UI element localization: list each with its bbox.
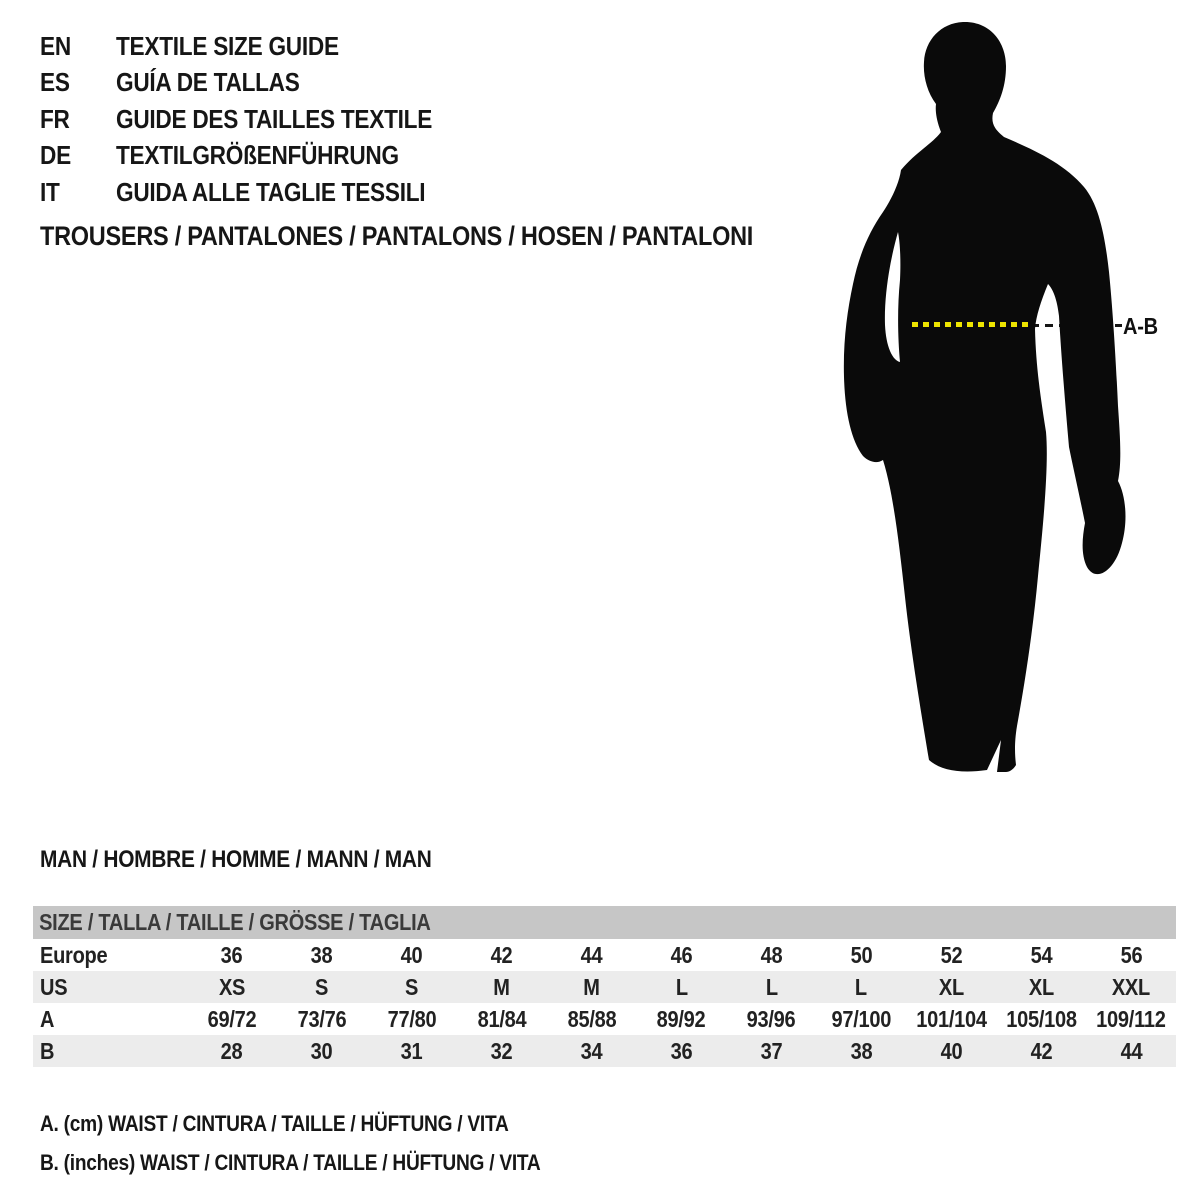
size-table [33,906,1176,1067]
table-cell: L [675,973,688,1000]
language-title-it: GUIDA ALLE TAGLIE TESSILI [116,176,426,207]
category-title [40,221,860,252]
table-cell: L [855,973,868,1000]
table-cell: 48 [760,941,783,968]
table-cell: 54 [1030,941,1052,968]
language-title-block [40,28,479,211]
table-cell: 38 [310,941,333,968]
table-cell: 109/112 [1096,1005,1166,1032]
language-code-it: IT [40,176,60,207]
section-heading-text: MAN / HOMBRE / HOMME / MANN / MAN [40,846,432,873]
table-row-b [33,1035,1176,1067]
table-cell: 69/72 [207,1005,257,1032]
row-label-us: US [40,973,68,1000]
table-row-us [33,971,1176,1003]
table-row-a [33,1003,1176,1035]
language-line-fr [40,101,479,138]
table-cell: XXL [1111,973,1151,1000]
table-cell: 37 [760,1037,783,1064]
table-cell: 105/108 [1005,1005,1077,1032]
table-cell: 40 [940,1037,963,1064]
language-title-es: GUÍA DE TALLAS [116,67,300,98]
language-code-en: EN [40,30,71,61]
table-cell: 85/88 [567,1005,616,1032]
language-line-it [40,174,479,211]
language-code-fr: FR [40,103,70,134]
table-cell: 40 [400,941,423,968]
table-cell: XL [938,973,964,1000]
table-row-europe [33,939,1176,971]
footnote-b-text: B. (inches) WAIST / CINTURA / TAILLE / HÜFTUNG / VITA [40,1150,541,1175]
category-title-text: TROUSERS / PANTALONES / PANTALONS / HOSEN / PANTALONI [40,221,754,251]
table-cell: XS [218,973,246,1000]
language-line-en [40,28,479,65]
measure-label-text: A-B [1123,313,1158,339]
table-cell: XL [1028,973,1054,1000]
table-cell: 73/76 [297,1005,347,1032]
table-cell: 30 [310,1037,333,1064]
footnote-a-text: A. (cm) WAIST / CINTURA / TAILLE / HÜFTUNG / VITA [40,1111,509,1136]
table-cell: 44 [1120,1037,1142,1064]
table-cell: 77/80 [387,1005,437,1032]
table-cell: 101/104 [915,1005,987,1032]
table-cell: S [405,973,419,1000]
table-cell: 36 [670,1037,693,1064]
table-cell: 89/92 [657,1005,706,1032]
table-cell: M [583,973,600,1000]
size-table-header-text: SIZE / TALLA / TAILLE / GRÖSSE / TAGLIA [39,909,431,935]
language-code-de: DE [40,140,71,171]
language-title-fr: GUIDE DES TAILLES TEXTILE [116,103,433,134]
table-cell: 44 [580,941,603,968]
footnote-a [40,1111,579,1137]
table-cell: 38 [850,1037,873,1064]
silhouette-body [844,22,1126,772]
row-label-europe: Europe [40,941,108,968]
table-cell: 28 [221,1037,243,1064]
table-cell: 56 [1120,941,1142,968]
table-cell: 46 [670,941,693,968]
measure-label [1123,313,1163,340]
row-label-a: A [40,1005,55,1032]
table-cell: 34 [580,1037,603,1064]
table-cell: L [765,973,778,1000]
table-cell: 36 [221,941,243,968]
language-line-es [40,65,479,102]
table-cell: 97/100 [831,1005,892,1032]
language-title-en: TEXTILE SIZE GUIDE [116,30,339,61]
table-cell: 93/96 [747,1005,796,1032]
table-cell: 81/84 [477,1005,527,1032]
table-cell: 52 [940,941,963,968]
language-code-es: ES [40,67,70,98]
table-cell: 50 [850,941,873,968]
table-cell: S [315,973,329,1000]
row-label-b: B [40,1037,55,1064]
table-cell: 31 [400,1037,423,1064]
language-title-de: TEXTILGRÖßENFÜHRUNG [116,140,399,171]
man-silhouette [840,10,1170,780]
waist-dotted-line [912,322,1031,327]
table-cell: 42 [490,941,513,968]
table-cell: M [493,973,510,1000]
size-table-header [33,906,1176,939]
footnote-b [40,1150,615,1176]
language-line-de [40,138,479,175]
table-cell: 32 [490,1037,513,1064]
table-cell: 42 [1030,1037,1052,1064]
section-heading [40,846,490,874]
